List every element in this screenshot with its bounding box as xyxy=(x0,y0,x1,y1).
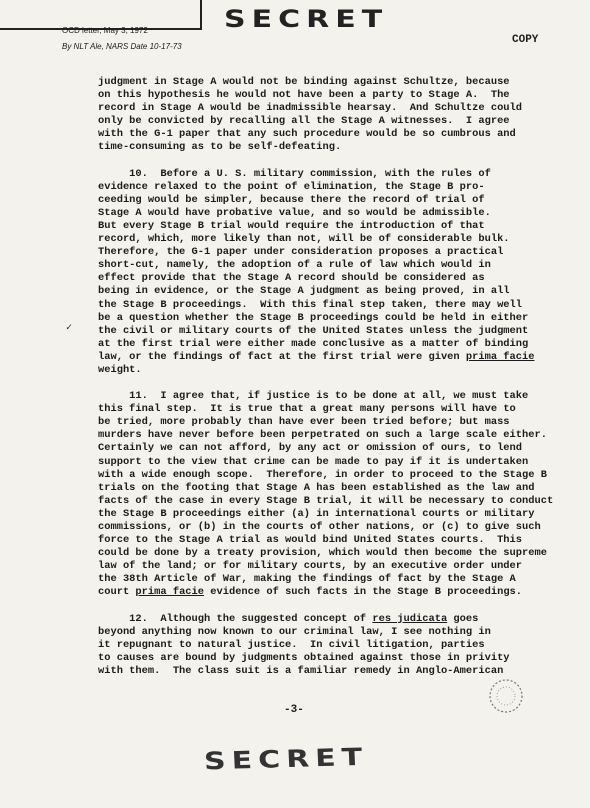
text-line: trials on the footing that Stage A has been established as the law and xyxy=(98,481,535,494)
text-line: support to the view that crime can be made to pay if it is undertaken xyxy=(98,455,529,468)
text-line: on this hypothesis he would not have been a party to Stage A. The xyxy=(98,89,510,102)
text-line: force to the Stage A trial as would bind United States courts. This xyxy=(98,534,523,547)
text-line: record in Stage A would be inadmissible hearsay. And Schultze could xyxy=(98,102,523,115)
text-line: judgment in Stage A would not be binding against Schultze, because xyxy=(98,76,510,88)
classification-stamp-bottom: SECRET xyxy=(203,743,369,776)
paragraph-p12 xyxy=(98,613,538,678)
text-line: But every Stage B trial would require the introduction of that xyxy=(98,219,485,232)
text-line: the civil or military courts of the United States unless the judgment xyxy=(98,324,529,337)
paragraph-p11 xyxy=(98,390,554,600)
declassification-line-1: OCD letter, May 3, 1972 xyxy=(62,26,148,35)
text-line: 12. Although the suggested concept of res judicata goes xyxy=(98,612,479,625)
text-line: Stage A would have probative value, and so would be admissible. xyxy=(98,206,491,219)
text-line: at the first trial were either made conclusive as a matter of binding xyxy=(98,337,529,350)
text-line: weight. xyxy=(98,363,142,376)
text-line: law of the land; or for military courts, by an executive order under xyxy=(98,560,523,573)
text-line: 10. Before a U. S. military commission, with the rules of xyxy=(98,167,491,180)
text-line: commissions, or (b) in the courts of other nations, or (c) to give such xyxy=(98,521,541,533)
paragraph-spacer xyxy=(98,377,538,390)
text-line: the 38th Article of War, making the findings of fact by the Stage A xyxy=(98,573,516,586)
text-line: with them. The class suit is a familiar remedy in Anglo-American xyxy=(98,664,504,677)
text-line: facts of the case in every Stage B trial, it will be necessary to conduct xyxy=(98,494,554,507)
text-line: this final step. It is true that a great many persons will have to xyxy=(98,403,516,416)
text-line: with a wide enough scope. Therefore, in order to proceed to the Stage B xyxy=(98,468,547,481)
paragraph-spacer xyxy=(98,600,538,613)
text-line: it repugnant to natural justice. In civil litigation, parties xyxy=(98,638,485,651)
text-line: murders have never before been perpetrated on such a large scale either. xyxy=(98,429,547,442)
text-line: Certainly we can not afford, by any act or omission of ours, to lend xyxy=(98,442,523,455)
archive-seal-stamp xyxy=(478,676,534,716)
text-line: effect provide that the Stage A record should be considered as xyxy=(98,272,485,285)
text-line: law, or the findings of fact at the first trial were given prima facie xyxy=(98,350,535,363)
paragraph-spacer xyxy=(98,155,538,168)
copy-label: COPY xyxy=(512,34,539,46)
margin-tick-mark: ✓ xyxy=(66,323,73,334)
text-line: with the G-1 paper that any such procedure would be so cumbrous and xyxy=(98,128,516,141)
page-number: -3- xyxy=(284,704,304,716)
declassification-line-2: By NLT Ale, NARS Date 10-17-73 xyxy=(62,42,182,51)
paragraph-continuation xyxy=(98,76,538,155)
text-line: be tried, more probably than have ever been tried before; but mass xyxy=(98,416,510,429)
text-line: court prima facie evidence of such facts in the Stage B proceedings. xyxy=(98,586,523,599)
text-line: record, which, more likely than not, will be of considerable bulk. xyxy=(98,233,510,246)
text-line: be a question whether the Stage B proceedings could be held in either xyxy=(98,311,529,324)
text-line: could be done by a treaty provision, which would then become the supreme xyxy=(98,547,547,560)
text-line: the Stage B proceedings. With this final step taken, there may well xyxy=(98,298,523,311)
text-line: to causes are bound by judgments obtained against those in privity xyxy=(98,651,510,664)
text-line: evidence relaxed to the point of elimination, the Stage B pro- xyxy=(98,180,485,193)
text-line: being in evidence, or the Stage A judgment as being proved, in all xyxy=(98,285,510,298)
text-line: short-cut, namely, the adoption of a rule of law which would in xyxy=(98,259,491,272)
text-line: 11. I agree that, if justice is to be done at all, we must take xyxy=(98,390,529,403)
text-line: beyond anything now known to our criminal law, I see nothing in xyxy=(98,625,491,638)
document-body xyxy=(98,76,554,678)
text-line: ceeding would be simpler, because there the record of trial of xyxy=(98,193,485,206)
classification-stamp-top: SECRET xyxy=(224,5,389,34)
text-line: time-consuming as to be self-defeating. xyxy=(98,141,342,154)
paragraph-p10 xyxy=(98,168,538,378)
text-line: only be convicted by recalling all the Stage A witnesses. I agree xyxy=(98,115,510,128)
text-line: the Stage B proceedings either (a) in international courts or military xyxy=(98,507,535,520)
text-line: Therefore, the G-1 paper under consideration proposes a practical xyxy=(98,246,504,259)
